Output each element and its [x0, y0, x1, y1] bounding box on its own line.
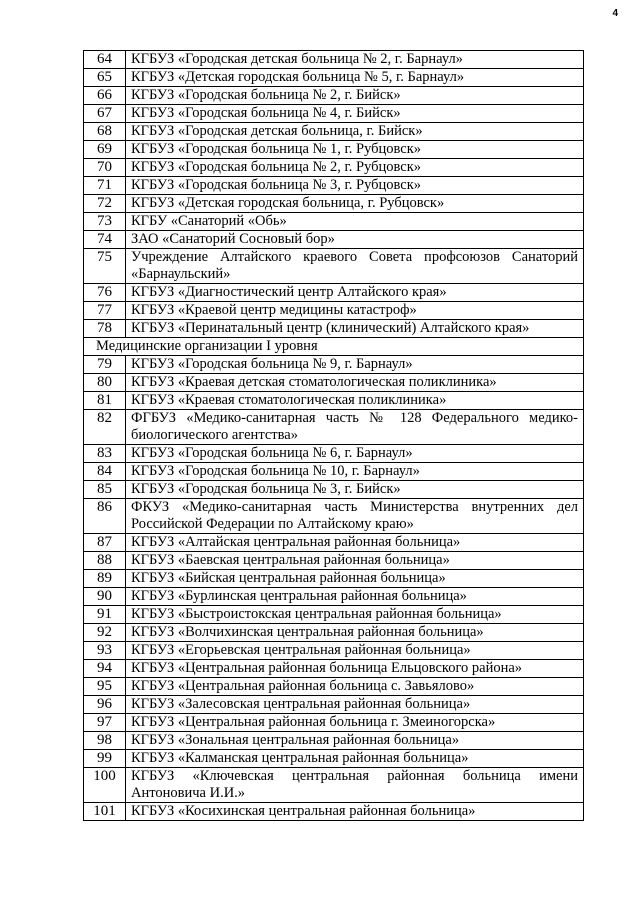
- row-number: 94: [84, 660, 126, 678]
- organization-name: КГБУЗ «Калманская центральная районная больница»: [126, 750, 584, 768]
- table-row: [84, 445, 584, 463]
- row-number: 74: [84, 231, 126, 249]
- organization-name: КГБУЗ «Детская городская больница, г. Рубцовск»: [126, 195, 584, 213]
- row-number: 76: [84, 284, 126, 302]
- table-row: [84, 481, 584, 499]
- organization-name: КГБУЗ «Быстроистокская центральная районная больница»: [126, 606, 584, 624]
- row-number: 99: [84, 750, 126, 768]
- row-number: 90: [84, 588, 126, 606]
- row-number: 96: [84, 696, 126, 714]
- organization-name: КГБУЗ «Залесовская центральная районная больница»: [126, 696, 584, 714]
- table-row: [84, 552, 584, 570]
- organization-name: КГБУЗ «Городская больница № 1, г. Рубцовск»: [126, 141, 584, 159]
- row-number: 86: [84, 499, 126, 534]
- table-row: [84, 714, 584, 732]
- table-row: [84, 302, 584, 320]
- organization-name: КГБУЗ «Городская больница № 10, г. Барнаул»: [126, 463, 584, 481]
- row-number: 67: [84, 105, 126, 123]
- organization-name: КГБУЗ «Детская городская больница № 5, г. Барнаул»: [126, 69, 584, 87]
- organization-name: КГБУЗ «Городская детская больница № 2, г. Барнаул»: [126, 51, 584, 69]
- organization-name: ФКУЗ «Медико-санитарная часть Министерства внутренних дел Российской Федерации по Алтайскому краю»: [126, 499, 584, 534]
- section-title: Медицинские организации I уровня: [84, 338, 584, 356]
- row-number: 77: [84, 302, 126, 320]
- row-number: 70: [84, 159, 126, 177]
- row-number: 88: [84, 552, 126, 570]
- table-row: [84, 642, 584, 660]
- table-row: [84, 123, 584, 141]
- organization-name: КГБУЗ «Бийская центральная районная больница»: [126, 570, 584, 588]
- organization-name: КГБУЗ «Городская больница № 2, г. Рубцовск»: [126, 159, 584, 177]
- organization-name: КГБУЗ «Городская больница № 6, г. Барнаул»: [126, 445, 584, 463]
- table-row: [84, 606, 584, 624]
- table-row: [84, 69, 584, 87]
- table-row: [84, 803, 584, 821]
- organization-name: КГБУЗ «Городская больница № 4, г. Бийск»: [126, 105, 584, 123]
- table-row: [84, 231, 584, 249]
- organization-name: КГБУЗ «Городская больница № 3, г. Рубцовск»: [126, 177, 584, 195]
- table-row: [84, 463, 584, 481]
- table-row: [84, 750, 584, 768]
- table-body: [84, 51, 584, 821]
- row-number: 73: [84, 213, 126, 231]
- table-row: [84, 51, 584, 69]
- organization-name: КГБУЗ «Городская больница № 2, г. Бийск»: [126, 87, 584, 105]
- organization-name: КГБУЗ «Бурлинская центральная районная больница»: [126, 588, 584, 606]
- row-number: 98: [84, 732, 126, 750]
- row-number: 66: [84, 87, 126, 105]
- row-number: 68: [84, 123, 126, 141]
- row-number: 64: [84, 51, 126, 69]
- table-row: [84, 356, 584, 374]
- organization-name: КГБУЗ «Краевой центр медицины катастроф»: [126, 302, 584, 320]
- table-row: [84, 195, 584, 213]
- row-number: 97: [84, 714, 126, 732]
- organization-name: КГБУЗ «Городская больница № 9, г. Барнаул»: [126, 356, 584, 374]
- table-row: [84, 410, 584, 445]
- organization-name: КГБУЗ «Волчихинская центральная районная больница»: [126, 624, 584, 642]
- organization-name: КГБУЗ «Перинатальный центр (клинический) Алтайского края»: [126, 320, 584, 338]
- organization-name: КГБУЗ «Баевская центральная районная больница»: [126, 552, 584, 570]
- table-row: [84, 249, 584, 284]
- table-row: [84, 588, 584, 606]
- row-number: 82: [84, 410, 126, 445]
- row-number: 65: [84, 69, 126, 87]
- row-number: 100: [84, 768, 126, 803]
- organization-name: КГБУЗ «Зональная центральная районная больница»: [126, 732, 584, 750]
- organization-name: КГБУЗ «Диагностический центр Алтайского края»: [126, 284, 584, 302]
- row-number: 89: [84, 570, 126, 588]
- table-row: [84, 159, 584, 177]
- table-row: [84, 499, 584, 534]
- organization-name: КГБУЗ «Краевая стоматологическая поликлиника»: [126, 392, 584, 410]
- medical-organizations-table: [83, 50, 584, 821]
- table-row: [84, 696, 584, 714]
- row-number: 93: [84, 642, 126, 660]
- section-header-row: [84, 338, 584, 356]
- organization-name: КГБУЗ «Центральная районная больница Ельцовского района»: [126, 660, 584, 678]
- row-number: 92: [84, 624, 126, 642]
- organization-name: КГБУЗ «Косихинская центральная районная больница»: [126, 803, 584, 821]
- page-number: 4: [612, 8, 618, 19]
- table-row: [84, 213, 584, 231]
- table-row: [84, 105, 584, 123]
- row-number: 72: [84, 195, 126, 213]
- table-row: [84, 660, 584, 678]
- organization-name: ЗАО «Санаторий Сосновый бор»: [126, 231, 584, 249]
- table-row: [84, 534, 584, 552]
- row-number: 87: [84, 534, 126, 552]
- organization-name: КГБУЗ «Центральная районная больница с. Завьялово»: [126, 678, 584, 696]
- row-number: 78: [84, 320, 126, 338]
- row-number: 69: [84, 141, 126, 159]
- organization-name: КГБУ «Санаторий «Обь»: [126, 213, 584, 231]
- row-number: 81: [84, 392, 126, 410]
- table-row: [84, 177, 584, 195]
- table-row: [84, 320, 584, 338]
- organization-name: КГБУЗ «Краевая детская стоматологическая поликлиника»: [126, 374, 584, 392]
- organization-name: Учреждение Алтайского краевого Совета профсоюзов Санаторий «Барнаульский»: [126, 249, 584, 284]
- organization-name: КГБУЗ «Егорьевская центральная районная больница»: [126, 642, 584, 660]
- table-row: [84, 624, 584, 642]
- table-row: [84, 87, 584, 105]
- row-number: 80: [84, 374, 126, 392]
- organization-name: КГБУЗ «Ключевская центральная районная больница имени Антоновича И.И.»: [126, 768, 584, 803]
- row-number: 91: [84, 606, 126, 624]
- table-row: [84, 732, 584, 750]
- table-row: [84, 570, 584, 588]
- table-row: [84, 374, 584, 392]
- row-number: 84: [84, 463, 126, 481]
- organization-name: ФГБУЗ «Медико-санитарная часть № 128 Федерального медико-биологического агентства»: [126, 410, 584, 445]
- row-number: 79: [84, 356, 126, 374]
- organization-name: КГБУЗ «Городская детская больница, г. Бийск»: [126, 123, 584, 141]
- organization-name: КГБУЗ «Алтайская центральная районная больница»: [126, 534, 584, 552]
- organization-name: КГБУЗ «Центральная районная больница г. Змеиногорска»: [126, 714, 584, 732]
- table-row: [84, 392, 584, 410]
- row-number: 83: [84, 445, 126, 463]
- table-row: [84, 768, 584, 803]
- organization-name: КГБУЗ «Городская больница № 3, г. Бийск»: [126, 481, 584, 499]
- row-number: 85: [84, 481, 126, 499]
- table-row: [84, 141, 584, 159]
- row-number: 75: [84, 249, 126, 284]
- row-number: 101: [84, 803, 126, 821]
- row-number: 95: [84, 678, 126, 696]
- table-row: [84, 284, 584, 302]
- table-row: [84, 678, 584, 696]
- row-number: 71: [84, 177, 126, 195]
